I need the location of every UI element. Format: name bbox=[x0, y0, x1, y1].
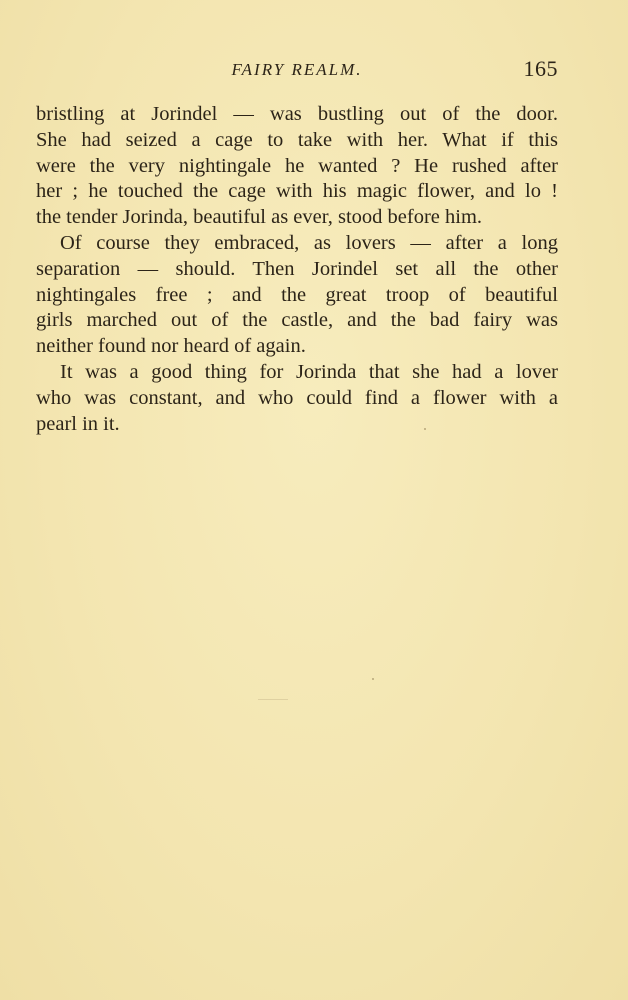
paper-speck bbox=[372, 678, 374, 680]
paper-speck bbox=[424, 428, 426, 430]
text-line: bristling at Jorindel — was bustling out of the door. bbox=[36, 103, 558, 125]
text-line: pearl in it. bbox=[36, 412, 120, 435]
running-head bbox=[36, 56, 558, 86]
paper-speck bbox=[258, 699, 288, 700]
text-line: She had seized a cage to take with her. What if this bbox=[36, 128, 558, 151]
body-text bbox=[36, 102, 558, 437]
text-line: neither found nor heard of again. bbox=[36, 335, 306, 358]
text-line: nightingales free ; and the great troop of beautiful bbox=[36, 283, 558, 306]
text-line: were the very nightingale he wanted ? He rushed after bbox=[36, 154, 558, 177]
paragraph-3 bbox=[36, 360, 558, 437]
text-line: Of course they embraced, as lovers — after a long bbox=[60, 231, 558, 254]
running-head-title: FAIRY REALM. bbox=[231, 60, 363, 79]
text-line: separation — should. Then Jorindel set all the other bbox=[36, 257, 558, 280]
text-line: who was constant, and who could find a flower with a bbox=[36, 386, 558, 409]
paragraph-2 bbox=[36, 231, 558, 360]
text-line: girls marched out of the castle, and the bad fairy was bbox=[36, 309, 558, 332]
text-line: It was a good thing for Jorinda that she had a lover bbox=[60, 360, 558, 383]
text-line: the tender Jorinda, beautiful as ever, stood before him. bbox=[36, 206, 483, 229]
paragraph-1 bbox=[36, 102, 558, 231]
page-number: 165 bbox=[523, 56, 558, 81]
text-line: her ; he touched the cage with his magic flower, and lo ! bbox=[36, 180, 558, 203]
